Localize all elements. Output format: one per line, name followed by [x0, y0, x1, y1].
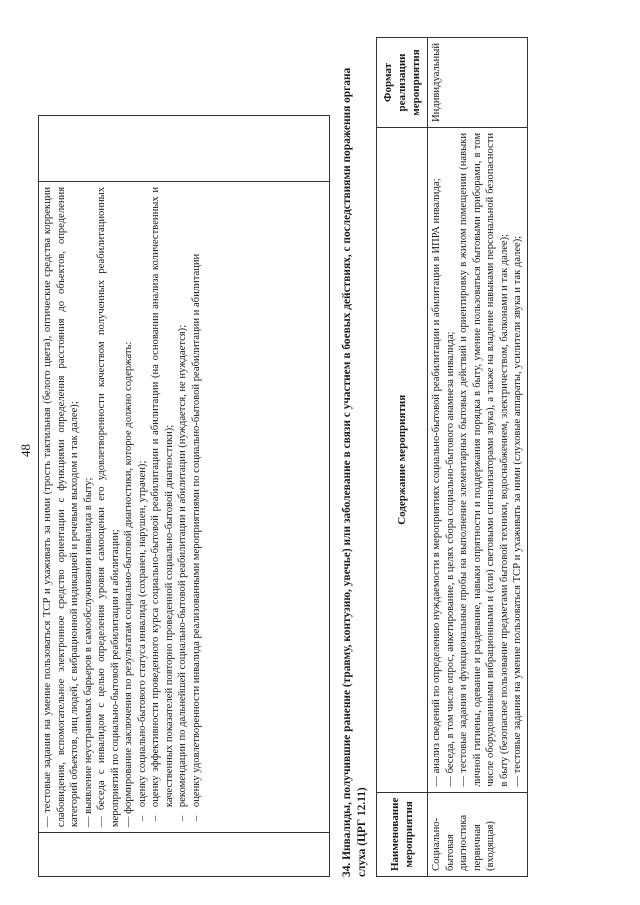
- table-header-row: [377, 38, 428, 877]
- empty-name-cell: [39, 833, 330, 877]
- sub-item-dash: –: [136, 815, 148, 822]
- measure-name-stage: первичная: [471, 824, 483, 871]
- content-item: — беседа, в том числе опрос, анкетирование, в целях сбора социально-бытового анамнеза инвалида;: [444, 331, 456, 787]
- content-item: — тестовые задания и функциональные пробы на выполнение элементарных бытовых действий и ориентировку в жилом помещении (навыки личной гигиены, одевание и раздевание, навыки опрятности и поддержания порядка в быту, умение пользоваться бытовыми приборами, в том числе оборудованными вибрационными и (или) световыми сигнализаторами звука), а также на владение навыками персональной безопасности в быту (безопасное пользование предметами бытовой техники, водоснабжением, электричеством, балконами и так далее);: [458, 132, 510, 787]
- measure-format-cell: Индивидуальный: [428, 38, 528, 128]
- sub-item-dash: –: [191, 815, 203, 822]
- sub-item-text: рекомендации по дальнейшей социально-бытовой реабилитации и абилитации (нуждается, не нуждается);: [177, 324, 189, 808]
- content-item: — тестовые задания на умение пользоваться ТСР и ухаживать за ними (слуховые аппараты, усилители звука и так далее);: [512, 235, 524, 787]
- content-item: — формирование заключения по результатам социально-бытовой диагностики, которое должно содержать:: [123, 341, 135, 828]
- header-name: Наименование мероприятия: [377, 792, 428, 876]
- content-item: — анализ сведений по определению нуждаемости в мероприятиях социально-бытовой реабилитации и абилитации в ИПРА инвалида;: [431, 178, 442, 787]
- table-row: [428, 38, 528, 877]
- sub-item-text: оценку социально-бытового статуса инвалида (сохранен, нарушен, утрачен);: [136, 460, 148, 808]
- continuation-content-cell: [39, 181, 330, 832]
- continuation-table: [38, 115, 330, 877]
- sub-item-dash: –: [177, 815, 189, 822]
- header-format: Формат реализации мероприятия: [377, 38, 428, 128]
- content-item: — тестовые задания на умение пользоваться ТСР и ухаживать за ними (трость тактильная (белого цвета), оптические средства коррекции слабовидения, вспомогательное электронное средство ориентации с функциями определения расстояния до объектов, определения категорий объектов, лиц людей, с вибрационной индикацией и речевым выходом и так далее);: [42, 186, 81, 828]
- content-item: — беседа с инвалидом с целью определения уровня самооценки его удовлетворенности качеством полученных реабилитационных мероприятий по социально-бытовой реабилитации и абилитации;: [96, 186, 121, 828]
- header-content: Содержание мероприятия: [377, 127, 428, 792]
- sub-item-text: оценку эффективности проведенного курса социально-бытовой реабилитации и абилитации (на основании анализа количественных и качественных показателей повторно проведенной социально-бытовой диагностики);: [150, 186, 175, 808]
- measure-name-cell: [428, 792, 528, 876]
- empty-format-cell: [39, 116, 330, 182]
- sub-item: [136, 187, 150, 821]
- measure-content-cell: [428, 127, 528, 792]
- page-number: 48: [18, 444, 33, 457]
- measure-name-note: (входящая): [485, 821, 497, 871]
- section-heading: 34. Инвалиды, получившие ранение (травму, контузию, увечье) или заболевание в связи с участием в боевых действиях, с последствиями поражения органа слуха (ЦРГ 12.11): [341, 67, 368, 877]
- sub-item: [190, 187, 204, 821]
- content-item: — выявление неустранимых барьеров в самообслуживании инвалида в быту;: [82, 477, 94, 828]
- sub-item-dash: –: [150, 815, 162, 822]
- sub-item-text: оценку удовлетворенности инвалида реализованными мероприятиями по социально-бытовой реабилитации и абилитации: [191, 253, 203, 808]
- sub-item: [176, 187, 190, 821]
- measures-table: [376, 37, 528, 877]
- sub-item: [149, 187, 176, 821]
- measure-name: Социально-бытовая диагностика: [431, 814, 470, 871]
